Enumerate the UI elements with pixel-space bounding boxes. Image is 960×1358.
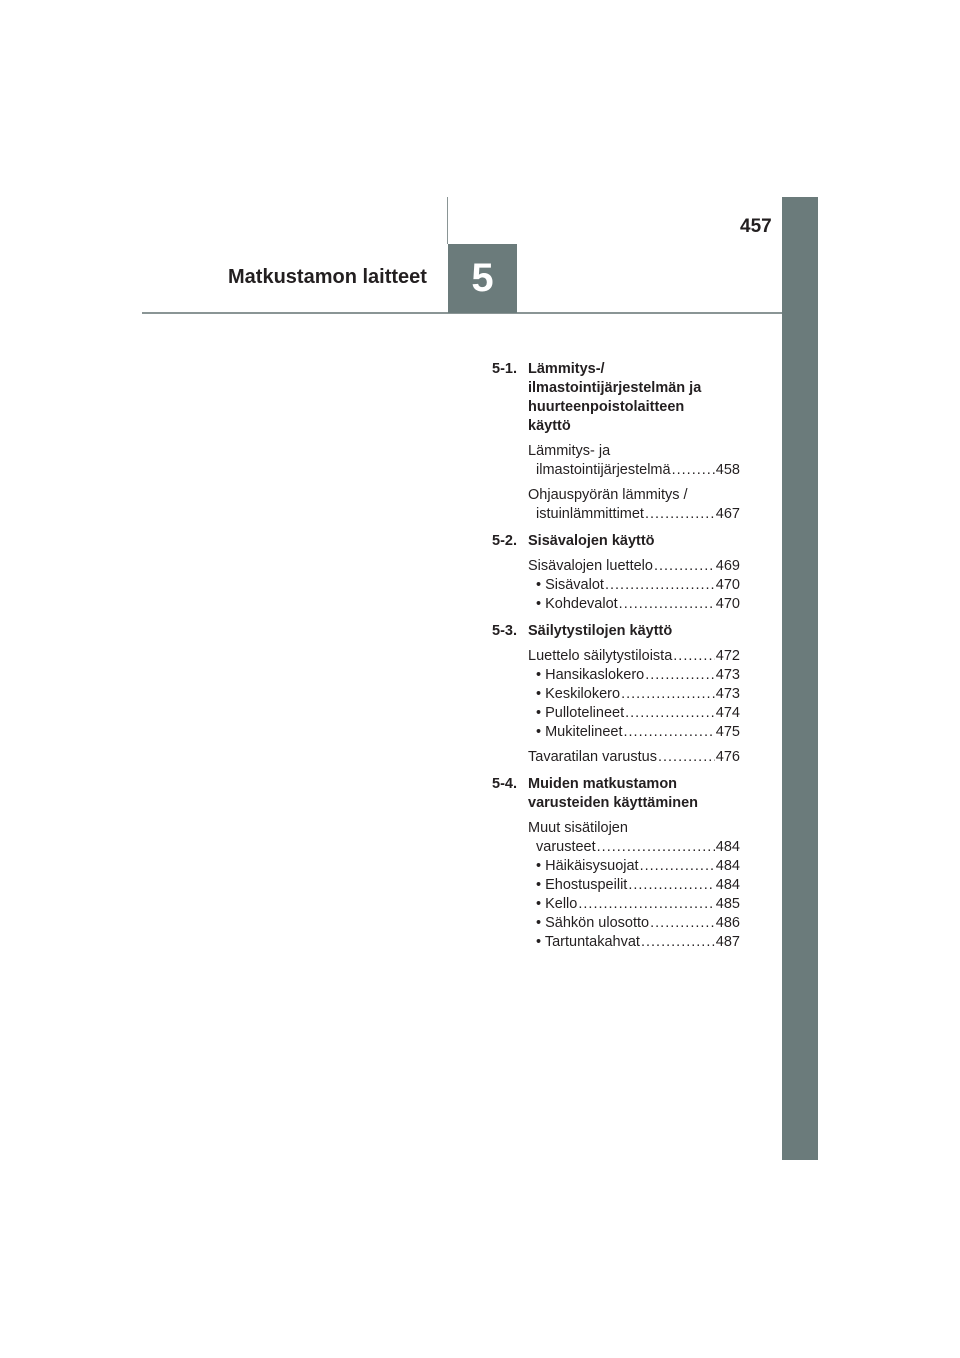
entry-label: ilmastointijärjestelmä <box>536 462 671 478</box>
toc-section <box>492 532 740 614</box>
entry-page: 458 <box>715 462 740 478</box>
subentry-page: 485 <box>715 896 740 912</box>
toc-section <box>492 775 740 952</box>
section-title-line: Lämmitys-/ <box>528 361 605 377</box>
entry-row[interactable] <box>528 748 740 767</box>
leader-dots <box>654 557 715 576</box>
entry-title-line: Lämmitys- ja <box>528 443 611 459</box>
leader-dots <box>650 914 715 933</box>
subentry-page: 470 <box>715 577 740 593</box>
entry-label: varusteet <box>536 839 596 855</box>
toc-entry[interactable] <box>528 557 740 576</box>
section-title-line: ilmastointijärjestelmän ja <box>528 380 702 396</box>
subentry-page: 473 <box>715 686 740 702</box>
section-title-line: varusteiden käyttäminen <box>528 795 699 811</box>
entry-page: 467 <box>715 506 740 522</box>
section-number: 5-2. <box>492 533 517 549</box>
chapter-title: Matkustamon laitteet <box>228 266 427 288</box>
entry-title-line: Ohjauspyörän lämmitys / <box>528 487 688 503</box>
leader-dots <box>641 933 715 952</box>
subentry-page: 486 <box>715 915 740 931</box>
leader-dots <box>628 876 714 895</box>
subentry-label: • Sähkön ulosotto <box>536 915 650 931</box>
leader-dots <box>578 895 714 914</box>
entry-page: 469 <box>715 558 740 574</box>
toc-entry[interactable] <box>528 748 740 767</box>
subentry-label: • Häikäisysuojat <box>536 858 639 874</box>
subentry-label: • Kohdevalot <box>536 596 618 612</box>
leader-dots <box>623 723 714 742</box>
toc-subentry[interactable] <box>536 704 740 723</box>
subentry-label: • Sisävalot <box>536 577 604 593</box>
subentry-row[interactable] <box>536 914 740 933</box>
entry-page: 476 <box>715 749 740 765</box>
entry-page: 484 <box>715 839 740 855</box>
entry-label: istuinlämmittimet <box>536 506 644 522</box>
section-heading[interactable] <box>492 532 740 551</box>
toc-subentry[interactable] <box>536 666 740 685</box>
subentry-row[interactable] <box>536 704 740 723</box>
entry-label: Sisävalojen luettelo <box>528 558 653 574</box>
toc-subentry[interactable] <box>536 685 740 704</box>
toc-subentry[interactable] <box>536 914 740 933</box>
entry-page: 472 <box>715 648 740 664</box>
leader-dots <box>658 748 715 767</box>
section-number: 5-3. <box>492 623 517 639</box>
subentry-row[interactable] <box>536 876 740 895</box>
section-title-line: Muiden matkustamon <box>528 776 678 792</box>
toc-entry[interactable] <box>528 486 740 524</box>
subentry-page: 484 <box>715 858 740 874</box>
subentry-page: 473 <box>715 667 740 683</box>
entry-title-line: Muut sisätilojen <box>528 820 628 836</box>
section-heading[interactable] <box>492 622 740 641</box>
toc-subentry[interactable] <box>536 576 740 595</box>
leader-dots <box>672 461 715 480</box>
section-title-line: huurteenpoistolaitteen <box>528 399 685 415</box>
leader-dots <box>621 685 715 704</box>
toc-section <box>492 622 740 767</box>
leader-dots <box>640 857 715 876</box>
toc-entry[interactable] <box>528 647 740 666</box>
entry-row[interactable] <box>528 647 740 666</box>
entry-label: Tavaratilan varustus <box>528 749 657 765</box>
toc-entry[interactable] <box>528 442 740 480</box>
leader-dots <box>619 595 715 614</box>
subentry-row[interactable] <box>536 933 740 952</box>
chapter-number-box: 5 <box>448 244 517 313</box>
toc-entry[interactable] <box>528 819 740 857</box>
section-title-line: Säilytystilojen käyttö <box>528 623 673 639</box>
section-number: 5-4. <box>492 776 517 792</box>
toc-subentry[interactable] <box>536 595 740 614</box>
leader-dots <box>625 704 715 723</box>
toc-subentry[interactable] <box>536 895 740 914</box>
entry-row[interactable] <box>528 505 740 524</box>
entry-row[interactable] <box>528 557 740 576</box>
entry-row[interactable] <box>528 838 740 857</box>
table-of-contents <box>492 360 740 952</box>
section-title-line: Sisävalojen käyttö <box>528 533 655 549</box>
subentry-row[interactable] <box>536 895 740 914</box>
chapter-side-tab <box>782 197 818 1160</box>
leader-dots <box>645 505 715 524</box>
subentry-row[interactable] <box>536 595 740 614</box>
subentry-row[interactable] <box>536 723 740 742</box>
subentry-label: • Pullotelineet <box>536 705 625 721</box>
toc-section <box>492 360 740 524</box>
subentry-page: 470 <box>715 596 740 612</box>
subentry-page: 475 <box>715 724 740 740</box>
subentry-label: • Hansikaslokero <box>536 667 645 683</box>
section-heading[interactable] <box>492 775 740 813</box>
section-heading[interactable] <box>492 360 740 436</box>
subentry-page: 484 <box>715 877 740 893</box>
subentry-row[interactable] <box>536 666 740 685</box>
section-number: 5-1. <box>492 361 517 377</box>
subentry-page: 474 <box>715 705 740 721</box>
toc-subentry[interactable] <box>536 933 740 952</box>
toc-subentry[interactable] <box>536 723 740 742</box>
entry-label: Luettelo säilytystiloista <box>528 648 673 664</box>
subentry-label: • Kello <box>536 896 578 912</box>
header-vertical-rule <box>447 197 448 244</box>
subentry-row[interactable] <box>536 857 740 876</box>
subentry-label: • Tartuntakahvat <box>536 934 640 950</box>
leader-dots <box>597 838 715 857</box>
toc-subentry[interactable] <box>536 876 740 895</box>
subentry-label: • Keskilokero <box>536 686 621 702</box>
section-title-line: käyttö <box>528 418 571 434</box>
subentry-label: • Mukitelineet <box>536 724 623 740</box>
subentry-label: • Ehostuspeilit <box>536 877 628 893</box>
subentry-row[interactable] <box>536 576 740 595</box>
subentry-page: 487 <box>715 934 740 950</box>
toc-subentry[interactable] <box>536 857 740 876</box>
leader-dots <box>645 666 715 685</box>
subentry-row[interactable] <box>536 685 740 704</box>
entry-row[interactable] <box>528 461 740 480</box>
leader-dots <box>605 576 715 595</box>
leader-dots <box>673 647 715 666</box>
page-number: 457 <box>740 216 772 237</box>
